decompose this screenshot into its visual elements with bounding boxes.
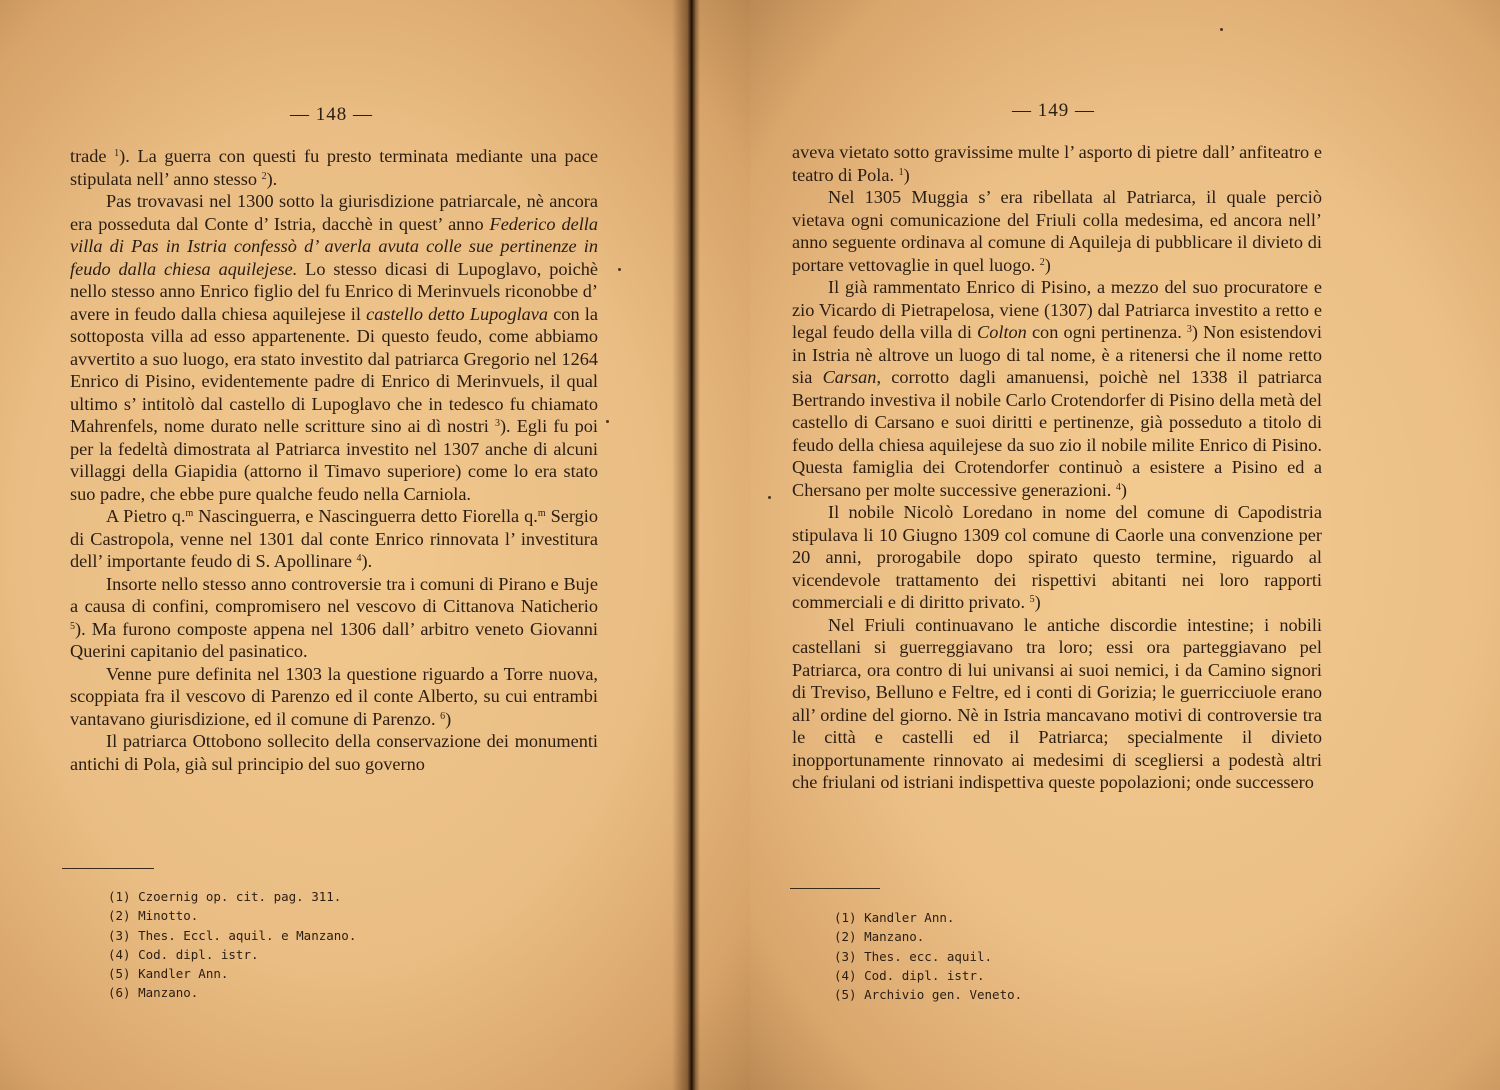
footnote: (5) Archivio gen. Veneto.	[834, 987, 1023, 1003]
paragraph	[70, 145, 598, 190]
text-run: )	[903, 164, 910, 185]
text-run: Il nobile Nicolò Loredano in nome del comune di Capodistria stipulava li 10 Giugno 1309 col comune di Caorle una convenzione per 20 anni, prorogabile dopo spirato questo termine, riguardo al vicendevole trattamento dei rispettivi abitanti nei loro rapporti commerciali e di diritto privato.	[792, 502, 1322, 612]
right-page	[750, 0, 1500, 1090]
text-run: ).	[266, 168, 278, 189]
footnote-ref: 3	[1186, 324, 1192, 335]
page-number: — 149 —	[1012, 100, 1095, 121]
footnote: (5) Kandler Ann.	[108, 966, 229, 982]
paragraph	[70, 663, 598, 731]
text-run: ). La guerra con questi fu presto terminata mediante una pace stipulata nell’ anno stesso	[70, 146, 598, 189]
text-run: Lo stesso dicasi di Lupoglavo, poichè nello stesso anno Enrico figlio del fu Enrico di Merinvuels riconobbe d’ avere in feudo dalla chiesa aquilejese il	[70, 258, 598, 324]
paragraph	[792, 614, 1322, 794]
paper-speck	[606, 420, 609, 423]
text-run: Venne pure definita nel 1303 la questione riguardo a Torre nuova, scoppiata fra il vescovo di Parenzo ed il conte Alberto, su cui entrambi vantavano giurisdizione, ed il comune di Parenzo.	[70, 663, 598, 729]
text-run: ). Egli fu poi per la fedeltà dimostrata al Patriarca investito nel 1307 anche di alcuni villaggi della Giapidia (attorno il Timavo superiore) come lo era stato suo padre, che ebbe pure qualche feudo nella Carniola.	[70, 416, 598, 504]
text-run: ). Ma furono composte appena nel 1306 dall’ arbitro veneto Giovanni Querini capitanio del pasinatico.	[70, 618, 598, 661]
footnotes	[834, 908, 1022, 1004]
paper-speck	[618, 268, 621, 271]
footnote: (3) Thes. ecc. aquil.	[834, 948, 993, 964]
footnote: (2) Manzano.	[834, 929, 925, 945]
text-run: Nel 1305 Muggia s’ era ribellata al Patriarca, il quale perciò vietava ogni comunicazione del Friuli colla medesima, ed ancora nell’ anno seguente ordinava al comune di Aquileja di pubblicare il divieto di portare vettovaglie in quel luogo.	[792, 187, 1322, 275]
footnote: (4) Cod. dipl. istr.	[108, 946, 259, 962]
text-run: Il già rammentato Enrico di Pisino, a mezzo del suo procuratore e zio Vicardo di Pietrapelosa, viene (1307) dal Patriarca investito a retto e legal feudo della villa di	[792, 277, 1322, 342]
footnote-ref: 1	[114, 148, 120, 159]
superscript: m	[185, 508, 194, 519]
footnote: (2) Minotto.	[108, 908, 199, 924]
text-run: ) Non esistendovi in Istria nè altrove un luogo di tal nome, è a ritenersi che il nome retto sia	[792, 322, 1323, 387]
paragraph	[70, 730, 598, 775]
text-run: aveva vietato sotto gravissime multe l’ asporto di pietre dall’ anfiteatro e teatro di Pola.	[792, 142, 1322, 185]
footnote-ref: 5	[1029, 594, 1035, 605]
paragraph	[70, 505, 598, 573]
paper-speck	[768, 496, 771, 499]
footnote: (3) Thes. Eccl. aquil. e Manzano.	[108, 927, 357, 943]
footnote-ref: 2	[1039, 256, 1045, 268]
superscript: m	[537, 508, 546, 519]
italic-quote: castello detto Lupoglava	[366, 303, 549, 324]
text-run: con ogni pertinenza.	[1026, 322, 1187, 342]
footnote: (6) Manzano.	[108, 985, 199, 1001]
paragraph	[792, 501, 1322, 614]
text-run: Nel Friuli continuavano le antiche discordie intestine; i nobili castellani si guerreggiavano tra loro; essi ora parteggiavano pel Patriarca, ora contro di lui univansi ai suoi nemici, i da Camino signori di Treviso, Belluno e Feltre, ed i conti di Gorizia; le guerricciuole erano all’ ordine del giorno. Nè in Istria mancavano motivi di controversie tra le città e castelli ed il Patriarca; specialmente il divieto inopportunamente rinnovato ai medesimi di scegliersi a podestà altri che friulani od istriani indispettiva queste popolazioni; onde successero	[792, 614, 1322, 792]
body-text	[70, 145, 598, 775]
text-run: con la sottoposta villa ad esso appartenente. Di questo feudo, come abbiamo avvertito a suo luogo, era stato investito dal patriarca Gregorio nel 1264 Enrico di Pisino, evidentemente padre di Enrico di Merinvuels, il qual ultimo s’ intitolò dal castello di Lupoglavo che in tedesco fu chiamato Mahrenfels, nome durato nelle scritture sino ai dì nostri	[70, 303, 598, 436]
page-number: — 148 —	[290, 104, 373, 125]
text-run: , corrotto dagli amanuensi, poichè nel 1338 il patriarca Bertrando investiva il nobile Carlo Crotendorfer di Pisino della metà del castello di Carsano e suoi diritti e pertinenze, già posseduto a titolo di feudo della chiesa aquilejese da suo zio il nobile milite Enrico di Pisino. Questa famiglia dei Crotendorfer continuò a esistere a Pisino ed a Chersano per molte successive generazioni.	[792, 367, 1322, 500]
footnote-rule	[790, 888, 880, 889]
footnote-ref: 4	[356, 553, 362, 564]
text-run: ).	[361, 551, 373, 571]
text-run: )	[1120, 479, 1127, 500]
footnote: (1) Czoernig op. cit. pag. 311.	[108, 889, 342, 904]
italic-place-name: Carsan	[822, 367, 877, 387]
footnote-rule	[62, 868, 154, 869]
footnote-ref: 6	[440, 710, 446, 722]
text-run: )	[1034, 592, 1041, 612]
text-run: Il patriarca Ottobono sollecito della conservazione dei monumenti antichi di Pola, già sul principio del suo governo	[70, 731, 598, 774]
text-run: )	[445, 708, 452, 729]
footnote-ref: 5	[70, 620, 75, 632]
footnote-ref: 2	[261, 170, 267, 182]
italic-quote: Federico della villa di Pas in Istria confessò d’ averla avuta colle sue pertinenze in feudo dalla chiesa aquilejese.	[70, 213, 598, 279]
body-text	[792, 141, 1322, 794]
text-run: Pas trovavasi nel 1300 sotto la giurisdizione patriarcale, nè ancora era posseduta dal Conte d’ Istria, dacchè in quest’ anno	[70, 191, 598, 234]
footnote-ref: 3	[494, 418, 500, 429]
footnote: (4) Cod. dipl. istr.	[834, 967, 985, 983]
paragraph	[70, 190, 598, 505]
italic-place-name: Colton	[977, 322, 1027, 342]
text-run: Nascinguerra, e Nascinguerra detto Fiorella q.	[193, 506, 538, 526]
paragraph	[792, 186, 1322, 276]
text-run: )	[1044, 254, 1051, 275]
paragraph	[70, 573, 598, 663]
text-run: Insorte nello stesso anno controversie tra i comuni di Pirano e Buje a causa di confini, compromisero nel vescovo di Cittanova Naticherio	[70, 573, 598, 616]
footnote-ref: 1	[898, 166, 904, 178]
text-run: A Pietro q.	[106, 506, 186, 526]
footnote: (1) Kandler Ann.	[834, 910, 955, 925]
paragraph	[792, 141, 1322, 186]
paper-speck	[1220, 28, 1223, 31]
footnotes	[108, 887, 356, 1003]
text-run: Sergio di Castropola, venne nel 1301 dal conte Enrico rinnovata l’ investitura dell’ importante feudo di S. Apollinare	[70, 506, 598, 571]
footnote-ref: 4	[1115, 481, 1121, 493]
text-run: trade	[70, 146, 115, 166]
paragraph	[792, 276, 1322, 501]
